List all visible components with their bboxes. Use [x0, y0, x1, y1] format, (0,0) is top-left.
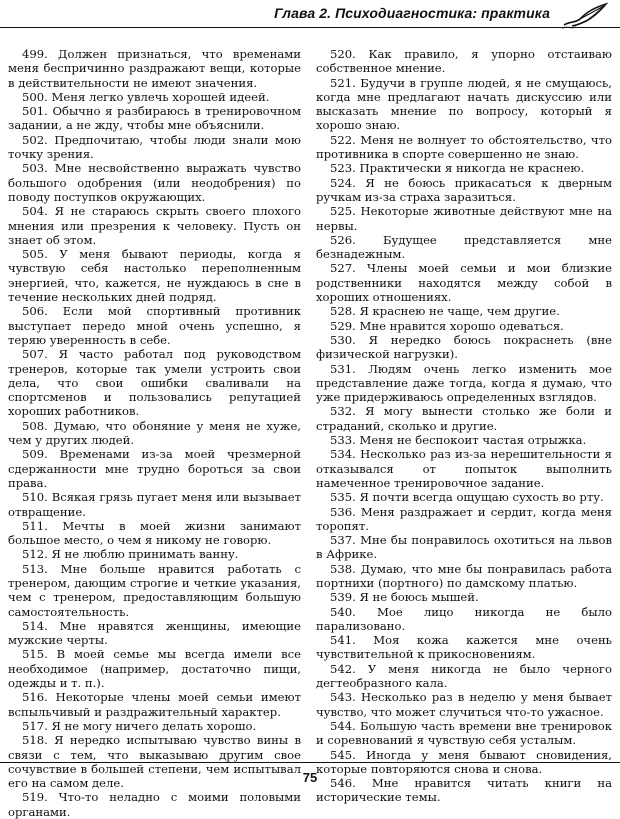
question-item: 515. В моей семье мы всегда имели все необходимое (например, достаточно пищи, одежды и т. п.).	[8, 647, 301, 691]
question-item: 525. Некоторые животные действуют мне на нервы.	[316, 204, 612, 233]
question-item: 534. Несколько раз из-за нерешительности я отказывался от попыток выполнить намеченное тренировочное задание.	[316, 447, 612, 490]
question-item: 506. Если мой спортивный противник выступает передо мной очень успешно, я теряю уверенность в себе.	[8, 304, 301, 347]
question-item: 533. Меня не беспокоит частая отрыжка.	[330, 433, 587, 448]
question-item: 510. Всякая грязь пугает меня или вызывает отвращение.	[8, 490, 301, 519]
question-item: 532. Я могу вынести столько же боли и страданий, сколько и другие.	[316, 404, 612, 433]
page-header	[0, 0, 620, 36]
question-item: 516. Некоторые члены моей семьи имеют вспыльчивый и раздражительный характер.	[8, 690, 301, 719]
question-item: 530. Я нередко боюсь покраснеть (вне физической нагрузки).	[316, 332, 612, 362]
left-column	[8, 47, 301, 819]
question-item: 499. Должен признаться, что временами меня беспричинно раздражают вещи, которые в действительности не имеют значения.	[8, 47, 301, 90]
question-item: 527. Члены моей семьи и мои близкие родственники находятся между собой в хороших отношениях.	[316, 261, 612, 305]
question-item: 545. Иногда у меня бывают сновидения, которые повторяются снова и снова.	[316, 747, 612, 776]
question-item: 531. Людям очень легко изменить мое представление даже тогда, когда я думаю, что уже придерживаюсь определенных взглядов.	[316, 361, 612, 405]
question-item: 501. Обычно я разбираюсь в тренировочном задании, а не жду, чтобы мне объяснили.	[8, 104, 301, 133]
question-item: 512. Я не люблю принимать ванну.	[22, 547, 239, 562]
question-item: 514. Мне нравятся женщины, имеющие мужские черты.	[8, 618, 301, 648]
chapter-title: Глава 2. Психодиагностика: практика	[274, 5, 550, 21]
question-item: 518. Я нередко испытываю чувство вины в связи с тем, что выказываю другим свое сочувствие в большей степени, чем испытывал его на самом деле.	[8, 733, 301, 791]
question-item: 500. Меня легко увлечь хорошей идеей.	[22, 89, 270, 104]
footer-rule	[0, 762, 620, 763]
question-item: 538. Думаю, что мне бы понравилась работа портнихи (портного) по дамскому платью.	[316, 561, 612, 590]
question-item: 541. Моя кожа кажется мне очень чувствительной к прикосновениям.	[316, 633, 612, 662]
question-item: 526. Будущее представляется мне безнадежным.	[316, 232, 612, 262]
header-rule	[0, 27, 620, 28]
question-item: 524. Я не боюсь прикасаться к дверным ручкам из-за страха заразиться.	[316, 175, 612, 204]
question-item: 519. Что-то неладно с моими половыми органами.	[8, 790, 301, 819]
question-item: 544. Большую часть времени вне тренировок и соревнований я чувствую себя усталым.	[316, 718, 612, 748]
question-item: 542. У меня никогда не было черного дегтеобразного кала.	[316, 661, 612, 691]
question-item: 513. Мне больше нравится работать с тренером, дающим строгие и четкие указания, чем с тренером, предоставляющим большую самостоятельность.	[8, 561, 301, 619]
question-item: 539. Я не боюсь мышей.	[330, 590, 479, 605]
question-item: 540. Мое лицо никогда не было парализовано.	[316, 604, 612, 633]
question-item: 511. Мечты в моей жизни занимают большое место, о чем я никому не говорю.	[8, 518, 301, 548]
question-item: 536. Меня раздражает и сердит, когда меня торопят.	[316, 504, 612, 533]
question-item: 535. Я почти всегда ощущаю сухость во рту.	[330, 490, 604, 505]
question-item: 502. Предпочитаю, чтобы люди знали мою точку зрения.	[8, 132, 301, 162]
question-item: 546. Мне нравится читать книги на исторические темы.	[316, 776, 612, 805]
page-number: 75	[302, 770, 318, 785]
question-item: 505. У меня бывают периоды, когда я чувствую себя настолько переполненным энергией, что, кажется, не нуждаюсь в сне в течение нескольких дней подряд.	[8, 247, 301, 305]
question-item: 509. Временами из-за моей чрезмерной сдержанности мне трудно бороться за свои права.	[8, 447, 301, 490]
question-item: 543. Несколько раз в неделю у меня бывает чувство, что может случиться что-то ужасное.	[316, 690, 612, 719]
question-item: 521. Будучи в группе людей, я не смущаюсь, когда мне предлагают начать дискуссию или высказать мнение по вопросу, который я хорошо знаю.	[316, 75, 612, 133]
question-item: 523. Практически я никогда не краснею.	[330, 161, 585, 176]
question-item: 503. Мне несвойственно выражать чувство большого одобрения (или неодобрения) по поводу поступков окружающих.	[8, 161, 301, 204]
right-column	[316, 47, 612, 805]
question-item: 508. Думаю, что обоняние у меня не хуже, чем у других людей.	[8, 418, 301, 448]
question-item: 520. Как правило, я упорно отстаиваю собственное мнение.	[316, 47, 612, 76]
question-item: 517. Я не могу ничего делать хорошо.	[22, 718, 257, 733]
question-item: 529. Мне нравится хорошо одеваться.	[330, 318, 564, 333]
question-item: 528. Я краснею не чаще, чем другие.	[330, 304, 560, 319]
question-item: 537. Мне бы понравилось охотиться на львов в Африке.	[316, 533, 612, 562]
question-item: 504. Я не стараюсь скрыть своего плохого мнения или презрения к человеку. Пусть он знает об этом.	[8, 204, 301, 247]
question-item: 522. Меня не волнует то обстоятельство, что противника в спорте совершенно не знаю.	[316, 132, 612, 162]
question-item: 507. Я часто работал под руководством тренеров, которые так умели устроить свои дела, что свои ошибки сваливали на спортсменов и пользовались репутацией хороших работников.	[8, 347, 301, 419]
